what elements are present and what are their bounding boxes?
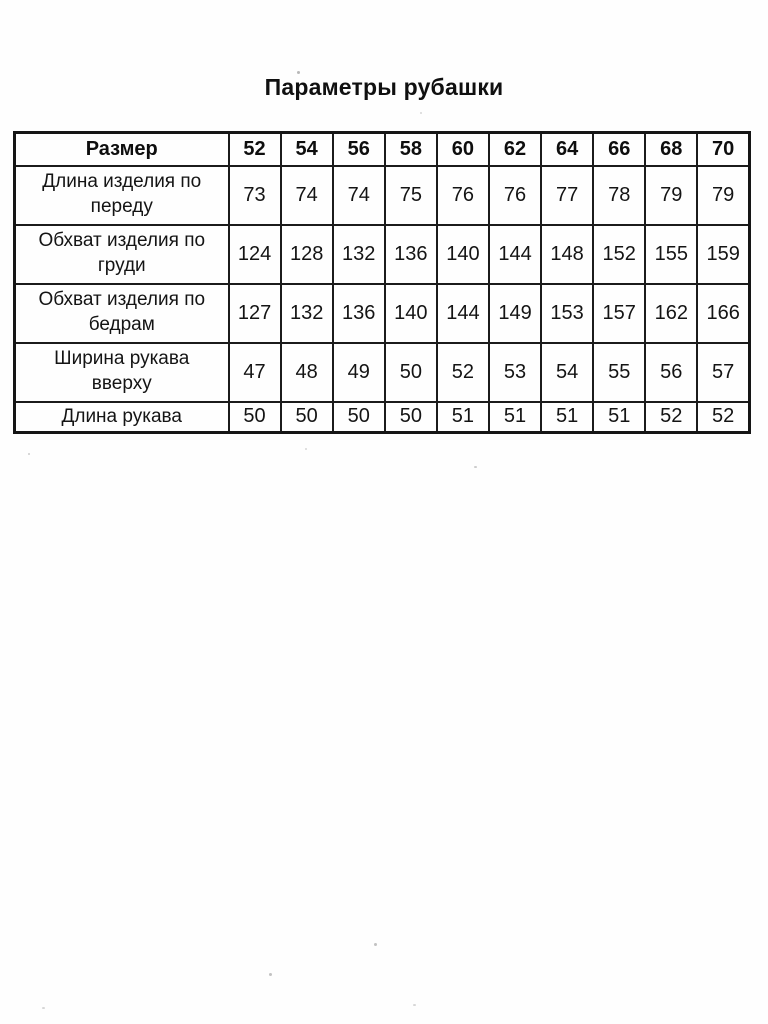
table-body [15,166,750,433]
size-header-cell: 64 [541,133,593,166]
value-cell: 132 [281,284,333,343]
value-cell: 140 [437,225,489,284]
table-row [15,225,750,284]
size-header-cell: 58 [385,133,437,166]
value-cell: 76 [437,166,489,225]
value-cell: 52 [437,343,489,402]
table-row [15,166,750,225]
value-cell: 57 [697,343,749,402]
scan-speck [297,71,300,74]
value-cell: 73 [229,166,281,225]
size-header-cell: 54 [281,133,333,166]
scan-speck [305,448,307,450]
value-cell: 52 [697,402,749,433]
table-row [15,284,750,343]
value-cell: 50 [281,402,333,433]
value-cell: 128 [281,225,333,284]
value-cell: 54 [541,343,593,402]
value-cell: 51 [489,402,541,433]
row-label: Длина рукава [15,402,229,433]
value-cell: 51 [593,402,645,433]
value-cell: 127 [229,284,281,343]
row-label: Ширина рукава вверху [15,343,229,402]
size-table [13,131,751,434]
value-cell: 55 [593,343,645,402]
value-cell: 136 [333,284,385,343]
row-label: Длина изделия по переду [15,166,229,225]
value-cell: 51 [541,402,593,433]
size-header-cell: 68 [645,133,697,166]
value-cell: 49 [333,343,385,402]
value-cell: 50 [229,402,281,433]
value-cell: 132 [333,225,385,284]
value-cell: 166 [697,284,749,343]
value-cell: 50 [385,343,437,402]
value-cell: 50 [385,402,437,433]
value-cell: 76 [489,166,541,225]
value-cell: 162 [645,284,697,343]
table-header-row [15,133,750,166]
value-cell: 47 [229,343,281,402]
value-cell: 140 [385,284,437,343]
scan-speck [413,1004,416,1006]
value-cell: 52 [645,402,697,433]
value-cell: 136 [385,225,437,284]
size-header-cell: 70 [697,133,749,166]
value-cell: 51 [437,402,489,433]
value-cell: 148 [541,225,593,284]
value-cell: 157 [593,284,645,343]
table-row [15,343,750,402]
size-header-cell: 56 [333,133,385,166]
value-cell: 53 [489,343,541,402]
scan-speck [374,943,377,946]
value-cell: 149 [489,284,541,343]
scan-speck [420,112,422,114]
value-cell: 79 [697,166,749,225]
value-cell: 144 [489,225,541,284]
value-cell: 75 [385,166,437,225]
value-cell: 155 [645,225,697,284]
size-header-cell: 52 [229,133,281,166]
size-header-cell: 62 [489,133,541,166]
document-title: Параметры рубашки [264,74,504,100]
scan-speck [28,453,30,455]
value-cell: 50 [333,402,385,433]
row-label: Обхват изделия по бедрам [15,284,229,343]
value-cell: 153 [541,284,593,343]
scan-speck [474,466,477,468]
value-cell: 79 [645,166,697,225]
value-cell: 74 [333,166,385,225]
value-cell: 48 [281,343,333,402]
value-cell: 78 [593,166,645,225]
table-header [15,133,750,166]
value-cell: 74 [281,166,333,225]
table-row [15,402,750,433]
value-cell: 56 [645,343,697,402]
value-cell: 152 [593,225,645,284]
value-cell: 124 [229,225,281,284]
scan-speck [269,973,272,976]
value-cell: 159 [697,225,749,284]
size-header-cell: 66 [593,133,645,166]
table-corner-header: Размер [15,133,229,166]
value-cell: 77 [541,166,593,225]
value-cell: 144 [437,284,489,343]
scan-speck [42,1007,45,1009]
size-header-cell: 60 [437,133,489,166]
row-label: Обхват изделия по груди [15,225,229,284]
